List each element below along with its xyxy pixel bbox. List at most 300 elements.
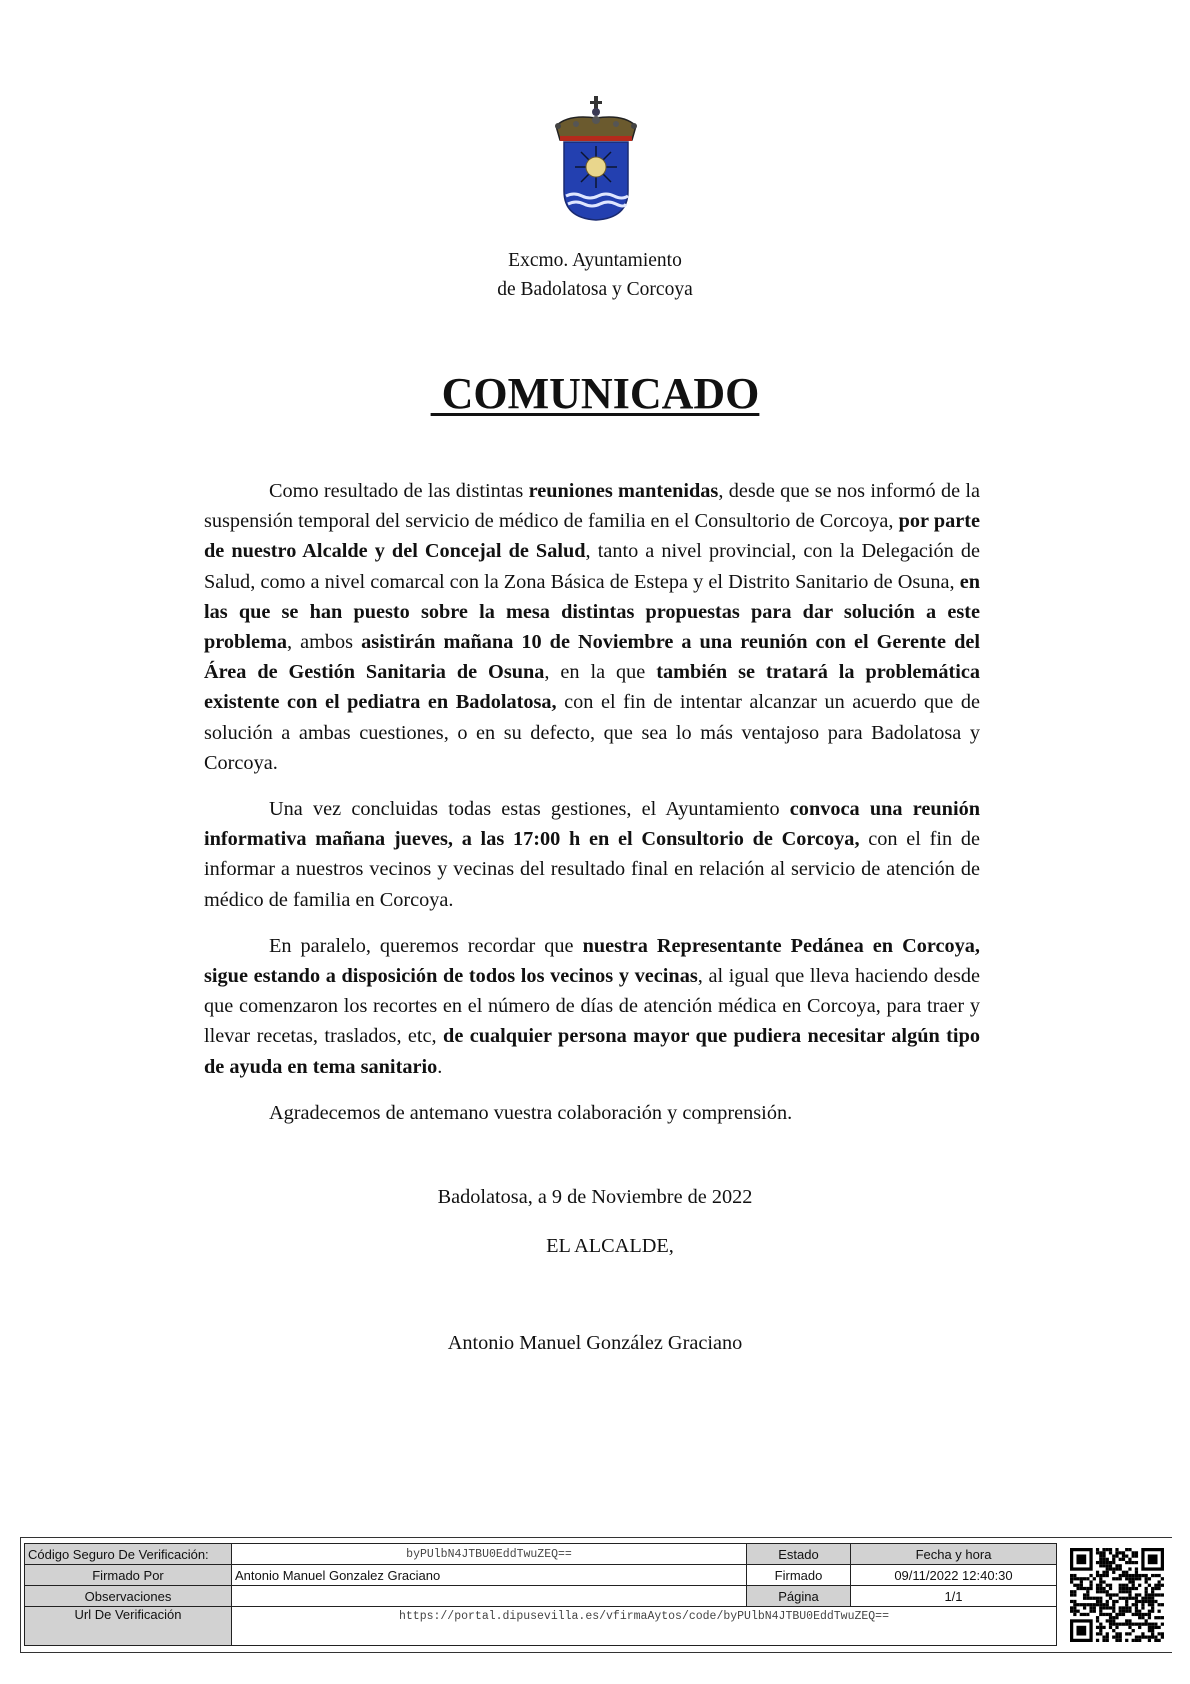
qr-module [1086, 1603, 1089, 1606]
qr-module [1161, 1632, 1164, 1635]
communique-body [204, 476, 980, 1144]
qr-module [1099, 1603, 1102, 1606]
qr-module [1112, 1577, 1115, 1580]
qr-module [1158, 1616, 1161, 1619]
qr-module [1151, 1626, 1154, 1629]
qr-module [1070, 1600, 1073, 1603]
qr-module [1089, 1584, 1092, 1587]
qr-module [1119, 1574, 1122, 1577]
qr-module [1119, 1567, 1122, 1570]
qr-module [1135, 1600, 1138, 1603]
qr-module [1096, 1561, 1099, 1564]
observaciones-value [232, 1586, 747, 1607]
institution-name-line1: Excmo. Ayuntamiento [508, 250, 682, 271]
page-title: COMUNICADO [430, 369, 760, 418]
qr-module [1135, 1574, 1138, 1577]
qr-module [1099, 1629, 1102, 1632]
qr-module [1106, 1574, 1109, 1577]
qr-module [1125, 1603, 1128, 1606]
qr-module [1154, 1600, 1157, 1603]
qr-module [1119, 1558, 1122, 1561]
qr-module [1106, 1564, 1109, 1567]
qr-module [1119, 1639, 1122, 1642]
qr-module [1148, 1600, 1151, 1603]
text: con el fin de intentar alcanzar un acuerdo que de solución a ambas cuestiones, o en su defecto, que sea lo más ventajoso para Badolatosa y Corcoya. [204, 691, 980, 774]
qr-module [1125, 1548, 1128, 1551]
bold-text: nuestra Representante Pedánea en Corcoya, sigue estando a disposición de todos los vecinos y vecinas [204, 934, 980, 988]
qr-module [1128, 1619, 1131, 1622]
qr-module [1112, 1606, 1115, 1609]
qr-module [1096, 1619, 1099, 1622]
qr-module [1086, 1587, 1089, 1590]
qr-module [1125, 1571, 1128, 1574]
qr-module [1089, 1603, 1092, 1606]
qr-module [1070, 1590, 1073, 1593]
qr-module [1119, 1590, 1122, 1593]
qr-module [1073, 1574, 1076, 1577]
qr-module [1135, 1561, 1138, 1564]
qr-module [1109, 1616, 1112, 1619]
qr-module [1125, 1587, 1128, 1590]
bold-text: por parte de nuestro Alcalde y del Concejal de Salud [204, 510, 981, 563]
qr-module [1099, 1580, 1102, 1583]
qr-module [1128, 1587, 1131, 1590]
qr-module [1106, 1571, 1109, 1574]
qr-module [1128, 1626, 1131, 1629]
qr-module [1158, 1632, 1161, 1635]
qr-module [1080, 1580, 1083, 1583]
qr-module [1115, 1551, 1118, 1554]
qr-module [1138, 1626, 1141, 1629]
qr-module [1099, 1610, 1102, 1613]
qr-module [1151, 1574, 1154, 1577]
qr-module [1115, 1616, 1118, 1619]
fecha-value: 09/11/2022 12:40:30 [851, 1565, 1057, 1586]
qr-module [1122, 1597, 1125, 1600]
qr-module [1086, 1597, 1089, 1600]
text: con el fin de informar a nuestros vecinos y vecinas del resultado final en relación al servicio de atención de médico de familia en Corcoya. [204, 828, 981, 911]
estado-label: Estado [747, 1544, 851, 1565]
qr-module [1112, 1554, 1115, 1557]
qr-module [1109, 1626, 1112, 1629]
pagina-value: 1/1 [851, 1586, 1057, 1607]
qr-module [1102, 1554, 1105, 1557]
qr-module [1119, 1587, 1122, 1590]
qr-module [1122, 1554, 1125, 1557]
qr-module [1158, 1593, 1161, 1596]
qr-module [1158, 1584, 1161, 1587]
qr-module [1115, 1564, 1118, 1567]
bold-text: asistirán mañana 10 de Noviembre a una reunión con el Gerente del Área de Gestión Sanitaria de Osuna [204, 631, 980, 684]
qr-module [1099, 1613, 1102, 1616]
qr-module [1080, 1603, 1083, 1606]
qr-module [1096, 1603, 1099, 1606]
qr-module [1145, 1636, 1148, 1639]
qr-module [1125, 1606, 1128, 1609]
text: , al igual que lleva haciendo desde que comenzaron los recortes en el número de días de atención médica en Corcoya, para traer y llevar recetas, traslados, etc, [204, 965, 980, 1048]
qr-module [1086, 1590, 1089, 1593]
qr-module [1073, 1610, 1076, 1613]
qr-module [1115, 1554, 1118, 1557]
qr-module [1135, 1613, 1138, 1616]
qr-module [1096, 1639, 1099, 1642]
signer-title: EL ALCALDE, [546, 1235, 674, 1257]
qr-module [1073, 1584, 1076, 1587]
qr-module [1122, 1571, 1125, 1574]
qr-module [1115, 1593, 1118, 1596]
qr-module [1161, 1603, 1164, 1606]
qr-module [1135, 1606, 1138, 1609]
qr-module [1128, 1593, 1131, 1596]
qr-module [1138, 1616, 1141, 1619]
qr-module [1119, 1610, 1122, 1613]
qr-module [1135, 1623, 1138, 1626]
qr-module [1089, 1580, 1092, 1583]
qr-module [1093, 1606, 1096, 1609]
qr-module [1125, 1574, 1128, 1577]
qr-module [1128, 1590, 1131, 1593]
text: . [437, 1055, 443, 1078]
qr-module [1096, 1587, 1099, 1590]
qr-module [1145, 1590, 1148, 1593]
qr-module [1073, 1593, 1076, 1596]
qr-module [1145, 1619, 1148, 1622]
qr-module [1132, 1577, 1135, 1580]
qr-module [1122, 1558, 1125, 1561]
text: Agradecemos de antemano vuestra colaboración y comprensión. [269, 1101, 793, 1124]
qr-module [1112, 1610, 1115, 1613]
qr-module [1102, 1603, 1105, 1606]
qr-module [1158, 1587, 1161, 1590]
qr-module [1145, 1580, 1148, 1583]
observaciones-label: Observaciones [25, 1586, 232, 1607]
qr-module [1135, 1567, 1138, 1570]
qr-module [1161, 1616, 1164, 1619]
qr-module [1135, 1587, 1138, 1590]
qr-module [1112, 1600, 1115, 1603]
qr-module [1096, 1574, 1099, 1577]
qr-module [1102, 1574, 1105, 1577]
qr-module [1106, 1593, 1109, 1596]
bold-text: de cualquier persona mayor que pudiera necesitar algún tipo de ayuda en tema sanitario [204, 1025, 980, 1078]
qr-module [1119, 1551, 1122, 1554]
qr-module [1093, 1577, 1096, 1580]
qr-module [1145, 1597, 1148, 1600]
qr-module [1148, 1636, 1151, 1639]
qr-module [1151, 1606, 1154, 1609]
pagina-label: Página [747, 1586, 851, 1607]
qr-module [1102, 1551, 1105, 1554]
qr-module [1099, 1554, 1102, 1557]
qr-module [1128, 1610, 1131, 1613]
qr-module [1141, 1636, 1144, 1639]
text: Una vez concluidas todas estas gestiones, el Ayuntamiento [269, 798, 790, 821]
qr-module [1125, 1610, 1128, 1613]
qr-module [1112, 1629, 1115, 1632]
qr-module [1135, 1610, 1138, 1613]
qr-module [1106, 1606, 1109, 1609]
text: , desde que se nos informó de la suspensión temporal del servicio de médico de familia en el Consultorio de Corcoya, [204, 480, 981, 533]
qr-module [1154, 1574, 1157, 1577]
qr-module [1148, 1603, 1151, 1606]
qr-module [1102, 1558, 1105, 1561]
bold-text: en las que se han puesto sobre la mesa distintas propuestas para dar solución a este problema [204, 570, 980, 654]
institution-name-line2: de Badolatosa y Corcoya [497, 279, 693, 300]
qr-module [1070, 1577, 1073, 1580]
place-date: Badolatosa, a 9 de Noviembre de 2022 [437, 1186, 753, 1208]
qr-module [1099, 1584, 1102, 1587]
qr-module [1135, 1639, 1138, 1642]
qr-module [1106, 1584, 1109, 1587]
qr-module [1132, 1574, 1135, 1577]
qr-module [1122, 1551, 1125, 1554]
qr-module [1099, 1558, 1102, 1561]
qr-module [1135, 1571, 1138, 1574]
qr-module [1119, 1564, 1122, 1567]
qr-module [1102, 1626, 1105, 1629]
qr-module [1132, 1554, 1135, 1557]
qr-module [1115, 1636, 1118, 1639]
paragraph [204, 1098, 980, 1128]
qr-module [1125, 1577, 1128, 1580]
qr-module [1138, 1600, 1141, 1603]
qr-module [1096, 1597, 1099, 1600]
url-value[interactable]: https://portal.dipusevilla.es/vfirmaAytos/code/byPUlbN4JTBU0EddTwuZEQ== [232, 1607, 1057, 1646]
qr-module [1151, 1600, 1154, 1603]
qr-module [1138, 1636, 1141, 1639]
bold-text: reuniones mantenidas [528, 480, 719, 502]
text: , ambos [287, 631, 362, 654]
qr-module [1158, 1580, 1161, 1583]
qr-module [1089, 1606, 1092, 1609]
qr-module [1125, 1590, 1128, 1593]
qr-module [1099, 1561, 1102, 1564]
qr-module [1138, 1623, 1141, 1626]
qr-module [1080, 1577, 1083, 1580]
qr-module [1119, 1613, 1122, 1616]
qr-module [1086, 1577, 1089, 1580]
qr-module [1076, 1577, 1079, 1580]
qr-module [1102, 1606, 1105, 1609]
text: , tanto a nivel provincial, con la Delegación de Salud, como a nivel comarcal con la Zona Básica de Estepa y el Distrito Sanitario de Osuna, [204, 540, 980, 593]
qr-module [1151, 1597, 1154, 1600]
bold-text: también se tratará la problemática existente con el pediatra en Badolatosa, [204, 661, 980, 714]
qr-module [1109, 1587, 1112, 1590]
qr-module [1089, 1587, 1092, 1590]
qr-module [1125, 1561, 1128, 1564]
csv-value: byPUlbN4JTBU0EddTwuZEQ== [232, 1544, 747, 1565]
qr-module [1115, 1577, 1118, 1580]
qr-module [1154, 1626, 1157, 1629]
qr-module [1135, 1593, 1138, 1596]
qr-module [1115, 1600, 1118, 1603]
qr-module [1145, 1577, 1148, 1580]
qr-module [1080, 1613, 1083, 1616]
qr-module [1141, 1597, 1144, 1600]
qr-module [1109, 1613, 1112, 1616]
firmado-label: Firmado Por [25, 1565, 232, 1586]
qr-module [1138, 1593, 1141, 1596]
qr-module [1154, 1623, 1157, 1626]
qr-module [1109, 1619, 1112, 1622]
qr-module [1096, 1600, 1099, 1603]
qr-module [1161, 1623, 1164, 1626]
qr-module [1099, 1626, 1102, 1629]
qr-module [1070, 1574, 1073, 1577]
qr-module [1112, 1636, 1115, 1639]
qr-module [1073, 1613, 1076, 1616]
qr-module [1122, 1574, 1125, 1577]
qr-module [1158, 1639, 1161, 1642]
text: Como resultado de las distintas [269, 480, 529, 502]
qr-module [1148, 1613, 1151, 1616]
qr-module [1089, 1574, 1092, 1577]
qr-module [1138, 1584, 1141, 1587]
qr-module [1119, 1577, 1122, 1580]
qr-module [1093, 1610, 1096, 1613]
qr-module [1161, 1593, 1164, 1596]
qr-module [1158, 1610, 1161, 1613]
qr-module [1070, 1606, 1073, 1609]
qr-module [1106, 1619, 1109, 1622]
qr-module [1096, 1548, 1099, 1551]
qr-module [1086, 1593, 1089, 1596]
qr-module [1128, 1606, 1131, 1609]
paragraph [204, 476, 980, 778]
qr-module [1096, 1590, 1099, 1593]
bold-text: convoca una reunión informativa mañana jueves, a las 17:00 h en el Consultorio de Corcoya, [204, 798, 981, 851]
qr-module [1154, 1593, 1157, 1596]
qr-module [1145, 1593, 1148, 1596]
qr-module [1141, 1574, 1144, 1577]
qr-module [1128, 1567, 1131, 1570]
qr-module [1138, 1577, 1141, 1580]
qr-module [1135, 1597, 1138, 1600]
qr-module [1119, 1632, 1122, 1635]
qr-module [1135, 1603, 1138, 1606]
fecha-label: Fecha y hora [851, 1544, 1057, 1565]
qr-finder [1076, 1554, 1086, 1564]
qr-module [1132, 1623, 1135, 1626]
qr-module [1089, 1597, 1092, 1600]
qr-module [1119, 1623, 1122, 1626]
qr-module [1096, 1616, 1099, 1619]
qr-module [1086, 1613, 1089, 1616]
qr-module [1125, 1597, 1128, 1600]
qr-finder [1076, 1626, 1086, 1636]
qr-module [1102, 1571, 1105, 1574]
qr-module [1099, 1597, 1102, 1600]
qr-module [1122, 1584, 1125, 1587]
qr-module [1099, 1632, 1102, 1635]
qr-module [1109, 1597, 1112, 1600]
qr-module [1115, 1548, 1118, 1551]
qr-module [1161, 1577, 1164, 1580]
qr-module [1125, 1600, 1128, 1603]
qr-finder [1148, 1554, 1158, 1564]
qr-module [1151, 1629, 1154, 1632]
qr-module [1102, 1587, 1105, 1590]
qr-module [1106, 1632, 1109, 1635]
qr-module [1138, 1574, 1141, 1577]
qr-module [1154, 1616, 1157, 1619]
qr-module [1154, 1584, 1157, 1587]
qr-module [1076, 1603, 1079, 1606]
qr-module [1132, 1561, 1135, 1564]
qr-module [1148, 1610, 1151, 1613]
qr-module [1093, 1597, 1096, 1600]
qr-module [1115, 1626, 1118, 1629]
qr-module [1128, 1558, 1131, 1561]
qr-module [1102, 1613, 1105, 1616]
qr-module [1132, 1584, 1135, 1587]
qr-module [1083, 1593, 1086, 1596]
qr-code[interactable] [1070, 1548, 1164, 1642]
qr-module [1132, 1613, 1135, 1616]
qr-module [1083, 1587, 1086, 1590]
qr-module [1109, 1593, 1112, 1596]
qr-module [1109, 1561, 1112, 1564]
qr-module [1112, 1603, 1115, 1606]
qr-module [1132, 1639, 1135, 1642]
qr-module [1076, 1584, 1079, 1587]
qr-module [1096, 1571, 1099, 1574]
qr-module [1151, 1623, 1154, 1626]
qr-module [1151, 1603, 1154, 1606]
qr-module [1125, 1554, 1128, 1557]
qr-module [1106, 1558, 1109, 1561]
qr-module [1083, 1603, 1086, 1606]
qr-module [1148, 1597, 1151, 1600]
qr-module [1145, 1574, 1148, 1577]
qr-module [1109, 1606, 1112, 1609]
qr-module [1128, 1632, 1131, 1635]
qr-module [1122, 1623, 1125, 1626]
qr-module [1132, 1580, 1135, 1583]
qr-module [1112, 1593, 1115, 1596]
qr-module [1102, 1580, 1105, 1583]
qr-module [1102, 1564, 1105, 1567]
qr-module [1109, 1584, 1112, 1587]
csv-label: Código Seguro De Verificación: [25, 1544, 232, 1565]
qr-module [1141, 1600, 1144, 1603]
qr-module [1122, 1606, 1125, 1609]
qr-module [1106, 1636, 1109, 1639]
qr-module [1106, 1613, 1109, 1616]
qr-module [1145, 1600, 1148, 1603]
qr-module [1141, 1616, 1144, 1619]
estado-value: Firmado [747, 1565, 851, 1586]
qr-module [1128, 1574, 1131, 1577]
qr-module [1099, 1606, 1102, 1609]
qr-module [1128, 1548, 1131, 1551]
qr-module [1112, 1558, 1115, 1561]
qr-module [1151, 1590, 1154, 1593]
qr-module [1099, 1590, 1102, 1593]
qr-module [1109, 1548, 1112, 1551]
qr-module [1102, 1548, 1105, 1551]
qr-module [1099, 1574, 1102, 1577]
qr-module [1148, 1616, 1151, 1619]
qr-module [1112, 1561, 1115, 1564]
qr-module [1132, 1587, 1135, 1590]
qr-module [1125, 1639, 1128, 1642]
qr-module [1138, 1610, 1141, 1613]
qr-module [1128, 1577, 1131, 1580]
qr-module [1083, 1613, 1086, 1616]
qr-module [1151, 1587, 1154, 1590]
qr-module [1106, 1639, 1109, 1642]
